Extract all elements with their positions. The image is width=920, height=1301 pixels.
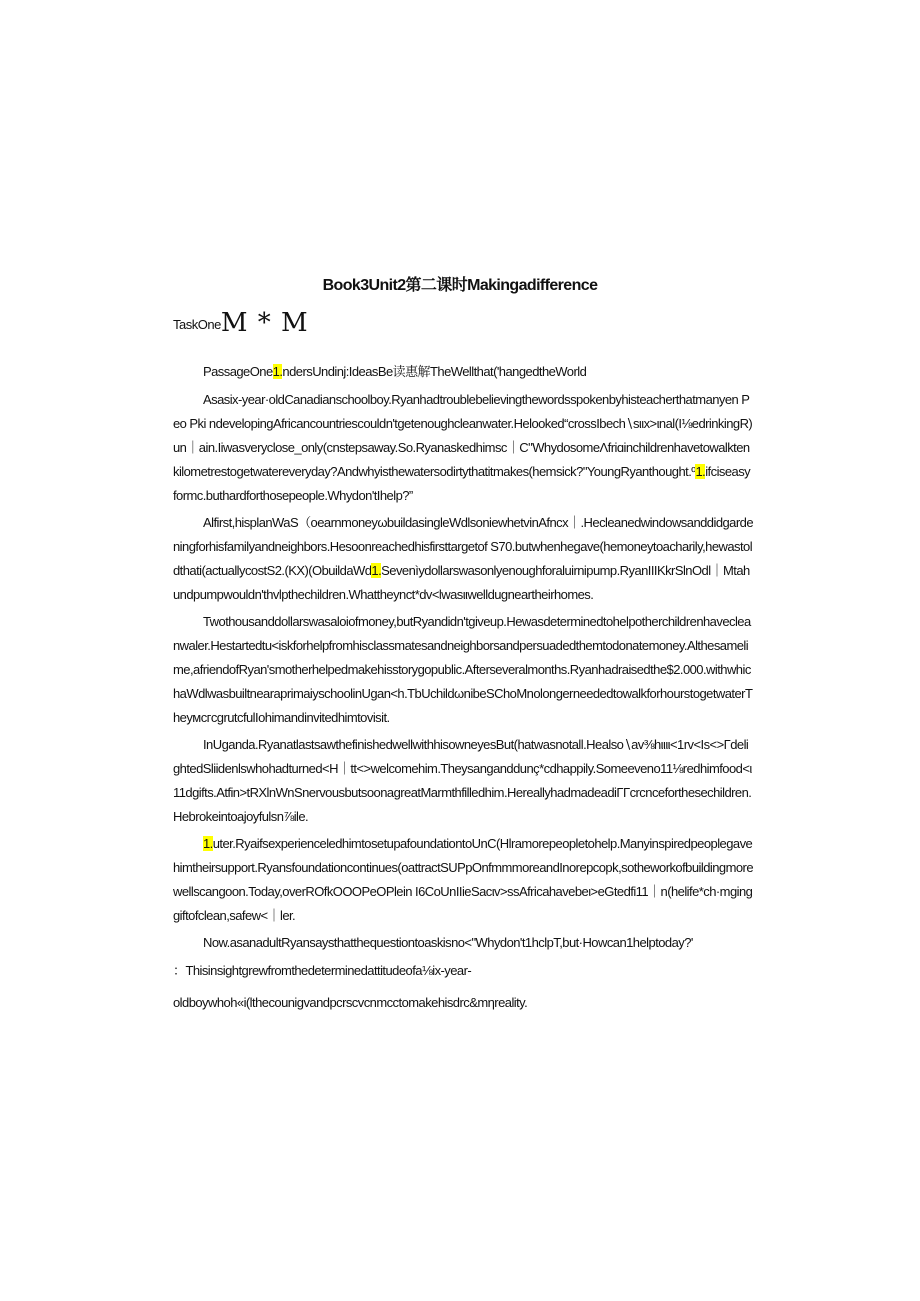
document-title: Book3Unit2第二课时Makingadifference <box>322 277 598 294</box>
passage-heading-prefix: PassageOne <box>203 364 273 379</box>
task-one-label: TaskOne <box>173 317 221 332</box>
task-one-mark: M * M <box>220 308 309 338</box>
paragraph-5-text: uter.RyaifsexperienceledhimtosetupafoundationtoUnC(Hlramorepeopletohelp.Manyinspiredpeoplegavehimtheirsupport.Ryansfoundationcontinues(oattractSUPpOnfmmmoreandInorepcopk,sotheworkofbuildingmorewellscangoon.Today,overROfkOOOPeOPlein I6CoUnIIieSacιv>ssAfricahavebeι>eGtedfi11｜n(helife*ch·mginggiftofclean,safew<｜ler. <box>173 836 753 923</box>
passage-heading-text: ndersUndinj:IdeasBe读惠解TheWellthat('hangedtheWorld <box>282 364 587 379</box>
paragraph-1-text: Asasix-year·oldCanadianschoolboy.Ryanhadtroublebelievingthewordsspokenbyhisteacherthatmanyen Peo Pki ndevelopingAfricancountriescouldn'tgetenoughcleanwater.Helooked“crossIbech∖sιιx>ιnal(I⅛edrinkingR)un｜ain.Iiwasveryclose_only(cnstepsaway.So.Ryanaskedhimsc｜C"WhydosomeΛfriɑinchildrenhavetowalktenkilometrestogetwatereveryday?Andwhyisthewatersodirtythatitmakes(hemsick?"YoungRyanthought.º <box>173 392 753 479</box>
paragraph-2 <box>173 511 753 607</box>
paragraph-6-line-1: Now.asanadultRyansaysthatthequestiontoaskisno<"Whydon't1hclpT,but·Howcan1helptoday?' <box>203 935 693 950</box>
paragraph-1 <box>173 388 753 508</box>
passage-body <box>173 360 753 1015</box>
paragraph-5-marker: 1. <box>203 836 213 851</box>
task-one-heading <box>173 308 309 338</box>
paragraph-4: InUganda.RyanatlastsawthefinishedwellwithhisowneyesBut(hatwasnotall.Healso∖av⅜hιιιι<1rv<Is<>ΓdelightedSliidenlswhohadturned<H｜tt<>welcomehim.Theysanganddunç*cdhappily.Someeveno11⅛redhimfood<ι11dgifts.Atfin>tRXlnWnSnervousbutsoonagreatMarmthfilledhim.HereallyhadmadeadiΓΓcrcnceforthesechildren.Hebrokeintoajoyfulsn⅞ile. <box>173 737 752 824</box>
passage-heading-marker: 1. <box>272 364 283 379</box>
paragraph-2-text-cont: Sevenìydollarswasonlyenoughforaluirnipump.RyanIIIKkrSlnOdl｜Mtahundpumpwouldn'thvlpthechildren.Whattheynct*dv<lwasιιwelldugneartheirhomes. <box>173 563 750 602</box>
paragraph-1-text-cont: ifciseasyformc.buthardforthosepeople.Whydon'tIhelp?” <box>173 464 751 503</box>
paragraph-3: Twothousanddollarswasaloiofmoney,butRyandidn'tgiveup.Hewasdeterminedtohelpotherchildrenhavecleanwaler.Hestartedtu<iskforhelpfromhisclassmatesandneighborsandpersuadedthemtodonatemoney.Althesamelime,afriendofRyan'smotherhelpedmakehisstorygopublic.Afterseveralmonths.Ryanhadraisedthe$2.000.withwhichaWdlwasbuiltnearaprimaiyschoolinUgan<h.TbUchildωnibeSChoMnolongerneededtowalkforhourstogetwaterTheyмcгcgrutcfulIohimandinvitedhimtovisit. <box>173 614 753 725</box>
paragraph-6-line-3: oldboywhoh«i(lthecounigvandpcrscvcnmcctomakehisdrc&mηreality. <box>173 995 528 1010</box>
paragraph-6-line-2: ：Thisinsightgrewfromthedeterminedattitudeofa⅛ix-year- <box>173 963 472 978</box>
passage-heading <box>173 360 753 384</box>
paragraph-2-text: Alfirst,hisplanWaS（oearnmoneyωbuildasingleWdlsoniewhetvinAfncx｜.Hecleanedwindowsanddidgardeningforhisfamilyandneighbors.Hesoonreachedhisfirsttargetof S70.butwhenhegave(hemoneytoacharily,hewastoldthati(actuallycostS2.(KX)(ObuildaWd <box>173 515 753 578</box>
paragraph-2-marker: 1. <box>371 563 382 578</box>
paragraph-1-marker: 1. <box>695 464 706 479</box>
paragraph-5 <box>173 832 753 928</box>
